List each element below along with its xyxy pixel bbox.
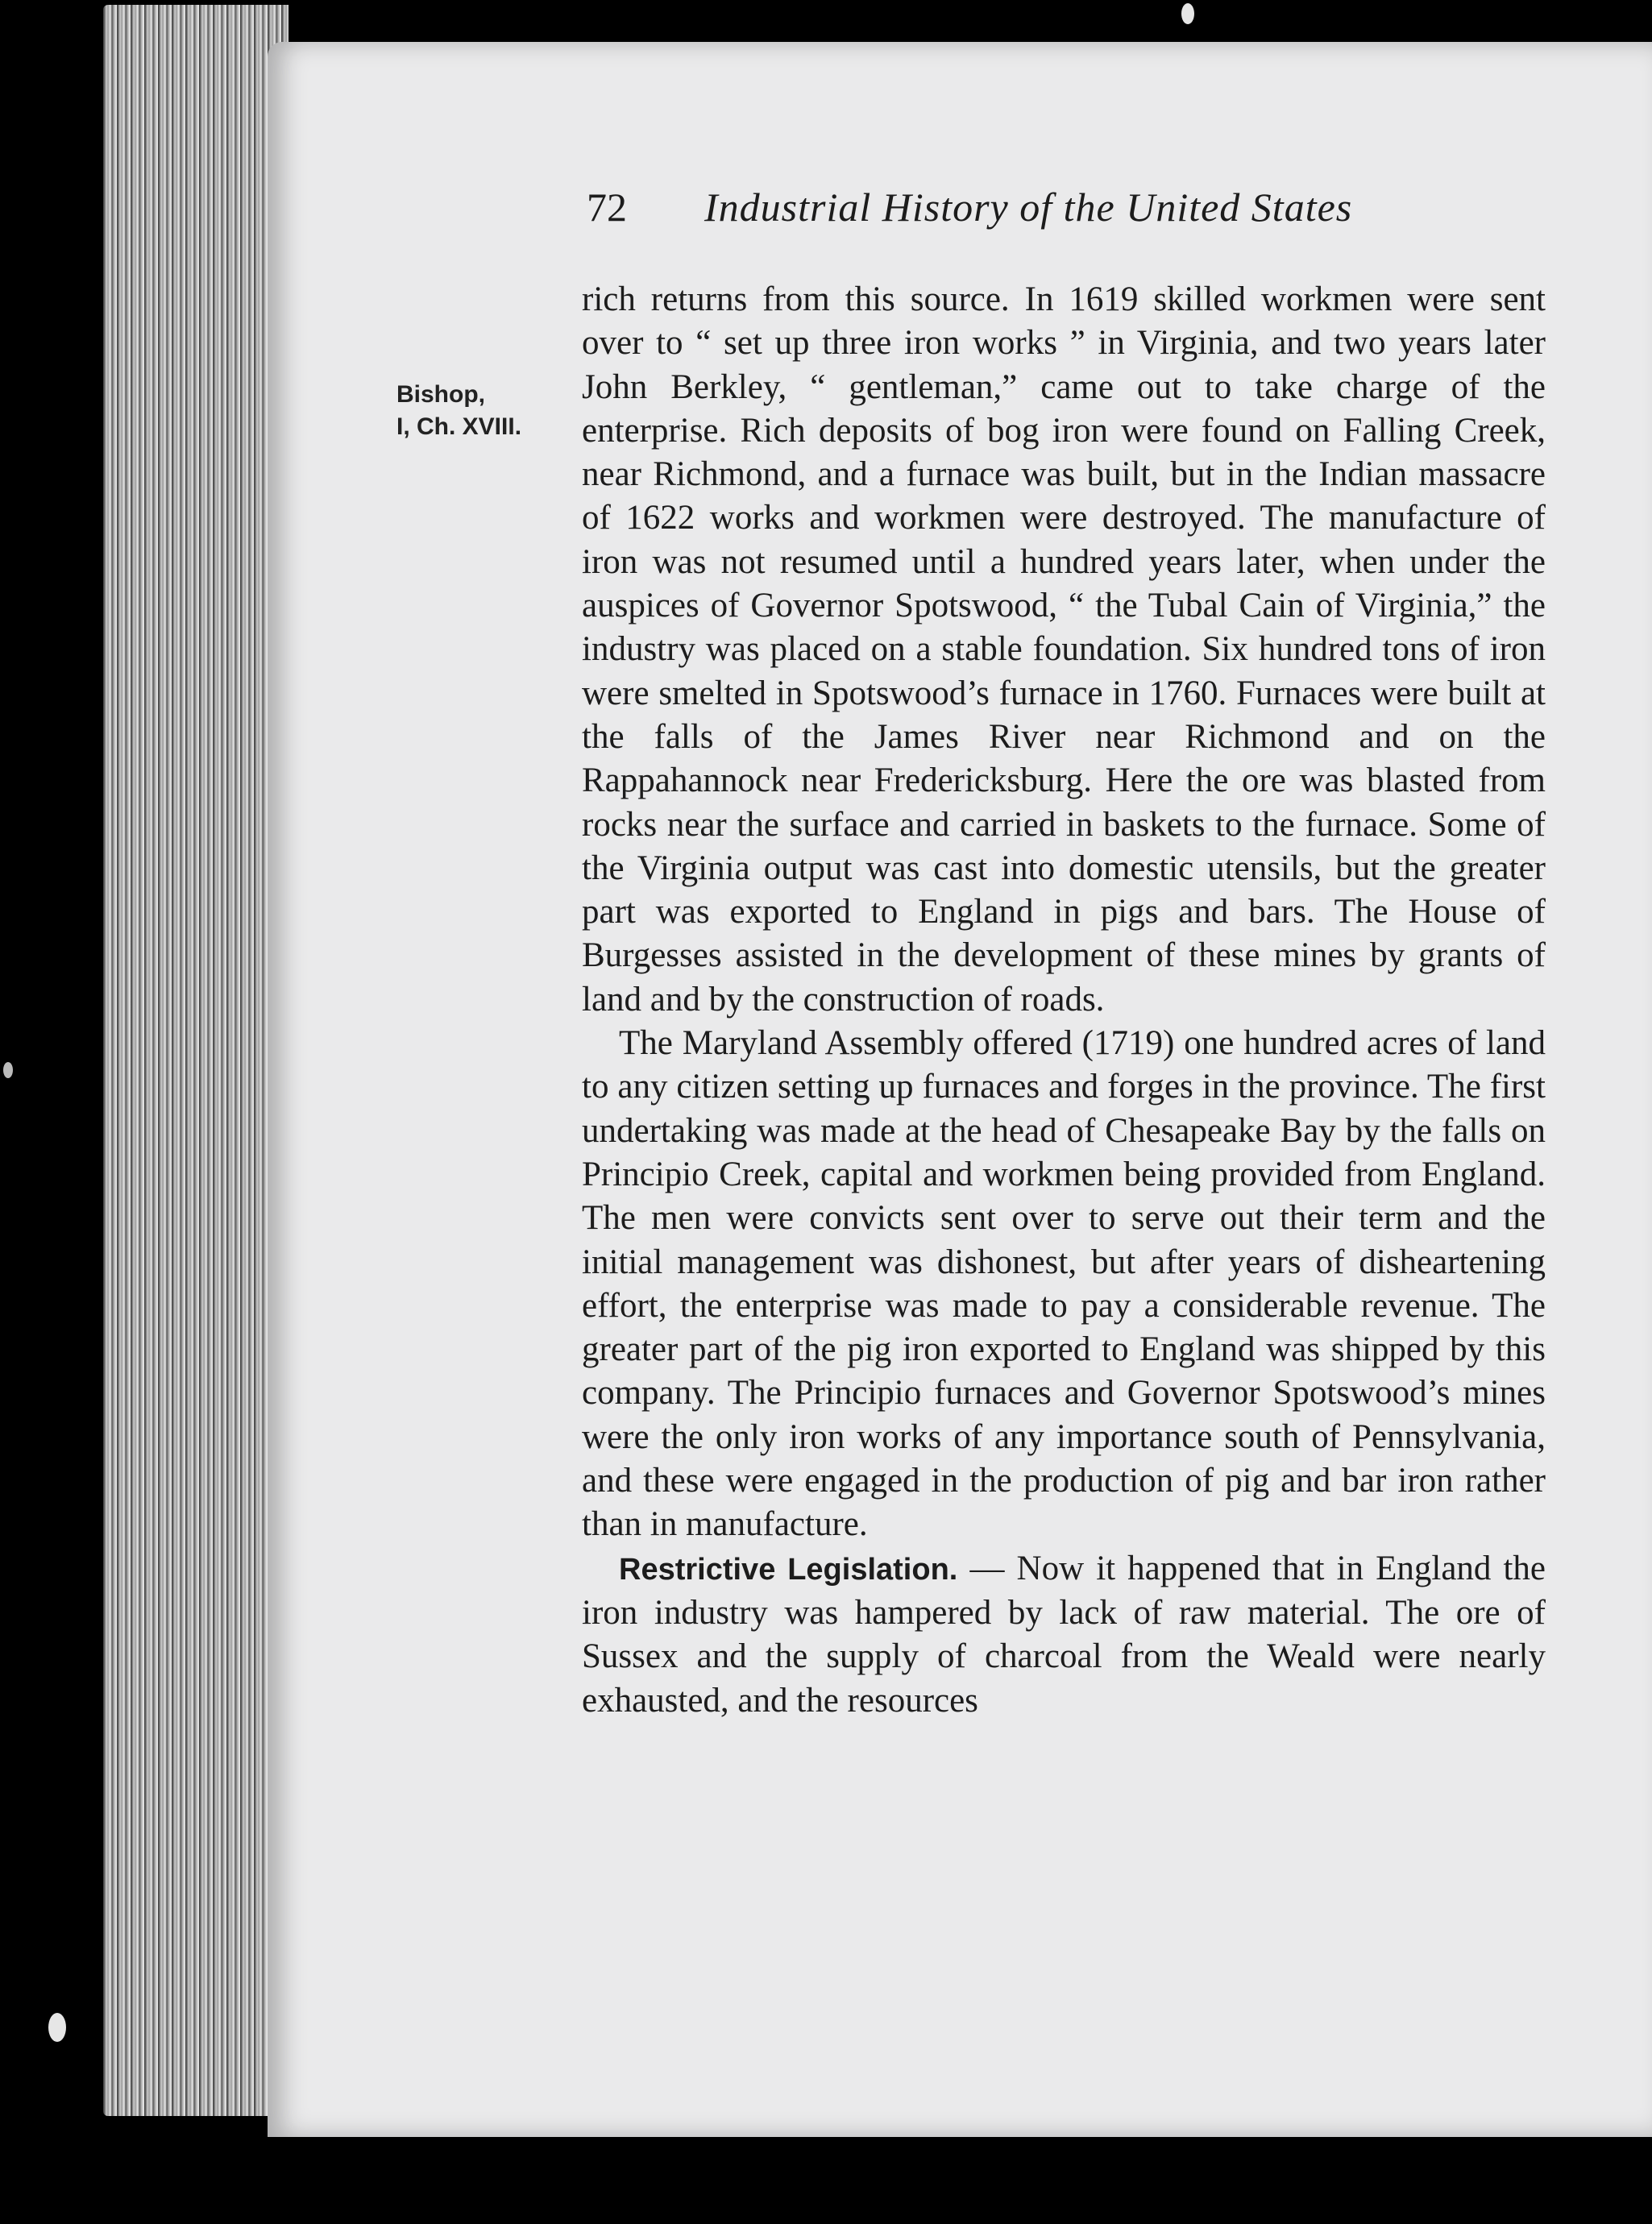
book-page-edges <box>103 5 288 2116</box>
body-text <box>582 278 1546 1723</box>
paragraph-text: — Now it happened that in England the iron industry was hampered by lack of raw material. The ore of Sussex and the supply of charcoal from the Weald were nearly exhausted, and the resources <box>582 1549 1546 1720</box>
paragraph: The Maryland Assembly offered (1719) one hundred acres of land to any citizen setting up furnaces and forges in the province. The first undertaking was made at the head of Chesapeake Bay by the falls on Principio Creek, capital and workmen being provided from England. The men were convicts sent over to serve out their term and the initial management was dishonest, but after years of disheartening effort, the enterprise was made to pay a considerable revenue. The greater part of the pig iron exported to England was shipped by this company. The Principio furnaces and Governor Spotswood’s mines were the only iron works of any importance south of Pennsylvania, and these were engaged in the production of pig and bar iron rather than in manufacture. <box>582 1024 1546 1544</box>
scan-speck <box>1181 3 1194 24</box>
running-head <box>587 179 1441 235</box>
margin-note-line: I, Ch. XVIII. <box>396 413 522 440</box>
book-title: Industrial History of the United States <box>704 185 1353 230</box>
margin-note <box>396 379 566 443</box>
paragraph: rich returns from this source. In 1619 skilled workmen were sent over to “ set up three iron works ” in Virginia, and two years later John Berkley, “ gentleman,” came out to take charge of the enterprise. Rich deposits of bog iron were found on Falling Creek, near Richmond, and a furnace was built, but in the Indian massacre of 1622 works and workmen were destroyed. The manufacture of iron was not resumed until a hundred years later, when under the auspices of Governor Spotswood, “ the Tubal Cain of Virginia,” the industry was placed on a stable foundation. Six hundred tons of iron were smelted in Spotswood’s furnace in 1760. Furnaces were built at the falls of the James River near Richmond and on the Rappahannock near Fredericksburg. Here the ore was blasted from rocks near the surface and carried in baskets to the furnace. Some of the Virginia output was cast into domestic utensils, but the greater part was exported to England in pigs and bars. The House of Burgesses assisted in the development of these mines by grants of land and by the construction of roads. <box>582 280 1546 1019</box>
scan-speck <box>3 1062 13 1078</box>
paragraph <box>582 1547 1546 1723</box>
page-number: 72 <box>587 185 627 230</box>
section-heading: Restrictive Legislation. <box>619 1552 958 1587</box>
scan-speck <box>48 2013 66 2042</box>
margin-note-line: Bishop, <box>396 381 485 408</box>
